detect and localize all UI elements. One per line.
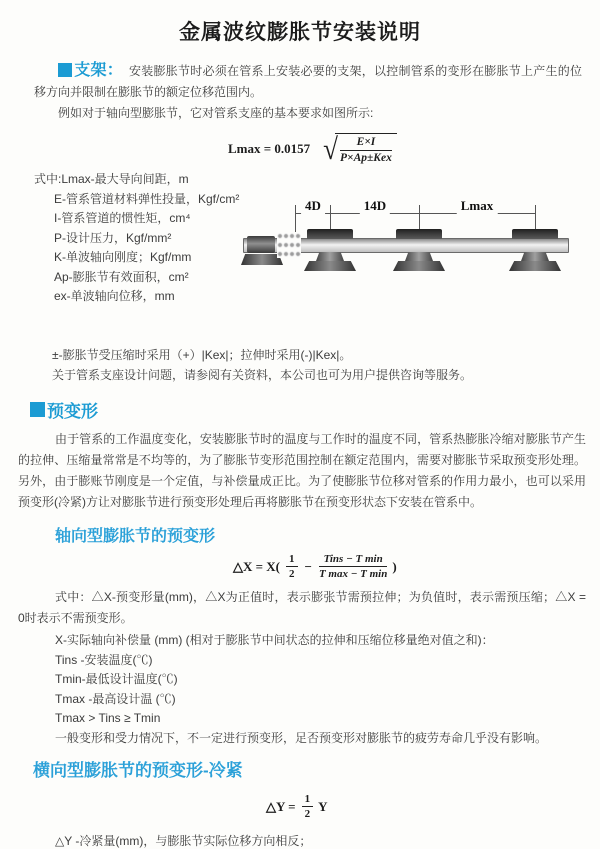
- axial-half-fraction: [286, 553, 298, 580]
- page-title: 金属波纹膨胀节安装说明: [179, 21, 421, 44]
- definition-line: Ap-膨胀节有效面积，cm²: [54, 269, 189, 284]
- axial-formula: [233, 553, 600, 580]
- cold-tight-formula: [266, 793, 600, 820]
- predeform-heading-label: 预变形: [47, 402, 98, 421]
- section-marker-icon: [58, 63, 72, 77]
- cold-tight-note: △Y -冷紧量(mm)，与膨胀节实际位移方向相反；: [55, 834, 312, 848]
- definition-line: E-管系管道材料弹性投量，Kgf/cm²: [54, 191, 240, 206]
- temperature-fraction: [319, 553, 387, 580]
- axial-definition-line: 一般变形和受力情况下，不一定进行预变形，足否预变形对膨胀节的疲劳寿命几乎没有影响。: [55, 730, 548, 745]
- support-example-line: 例如对于轴向型膨胀节，它对管系支座的基本要求如图所示:: [58, 106, 374, 120]
- section-marker-icon: [30, 402, 45, 417]
- sqrt-radical-icon: √: [323, 132, 338, 166]
- cold-formula-lhs: △Y =: [266, 798, 296, 814]
- definition-line: K-单波轴向刚度；Kgf/mm: [54, 250, 192, 264]
- axial-definition-list: [0, 631, 600, 748]
- pipe-support: [507, 200, 563, 272]
- definitions-and-diagram: [0, 170, 600, 346]
- half-denominator: 2: [289, 568, 295, 580]
- axial-definition-line: Tmax -最高设计温 (℃): [55, 691, 176, 706]
- pipe-support: [302, 200, 358, 272]
- anchor-block: [247, 236, 275, 253]
- axial-formula-lhs: △X = X(: [233, 558, 281, 574]
- support-clamp: [512, 229, 558, 239]
- support-diagram: [243, 200, 597, 292]
- minus-operator: −: [304, 558, 312, 574]
- predeform-body-paragraph: 由于管系的工作温度变化，安装膨胀节时的温度与工作时的温度不同，管系热膨胀冷缩对膨胀节产生的拉伸、压缩量常常是不均等的，为了膨胀节变形范围控制在额定范围内，需要对膨胀节采取预变形处理。另外，由于膨账节刚度是一个定值，与补偿量成正比。为了使膨胀节位移对管系的作用力最小，也可以采用预变形(冷紧)方让对膨胀节进行预变形处理后再将膨胀节在预变形状态下安装在管系中。: [18, 432, 586, 509]
- support-clamp: [307, 229, 353, 239]
- predeform-section-heading: [30, 397, 600, 422]
- support-clamp: [396, 229, 442, 239]
- pm-note-line: ±-膨胀节受压缩时采用（+）|Kex|；拉伸时采用(-)|Kex|。: [52, 348, 352, 362]
- cold-formula-rhs: Y: [318, 798, 328, 814]
- cold-numerator: 1: [302, 793, 314, 807]
- axial-definition-line: Tmax > Tins ≥ Tmin: [55, 711, 161, 725]
- definition-line: 式中:Lmax-最大导向间距，m: [34, 172, 189, 186]
- definition-line: P-设计压力，Kgf/mm²: [54, 230, 172, 245]
- axial-definition-line: Tmin-最低设计温度(℃): [55, 672, 178, 686]
- sqrt-numerator: E×I: [340, 136, 392, 151]
- support-pedestal: [316, 252, 344, 261]
- support-base: [509, 261, 561, 271]
- support-intro-paragraph: [34, 60, 582, 103]
- temperature-numerator: Tins − T min: [319, 553, 387, 567]
- cold-half-fraction: [302, 793, 314, 820]
- lmax-formula-lhs: Lmax = 0.0157: [228, 141, 311, 156]
- axial-definition-line: Tins -安装温度(℃): [55, 652, 153, 667]
- definition-line: I-管系管道的惯性矩，cm⁴: [54, 211, 191, 225]
- support-base: [304, 261, 356, 271]
- lmax-formula: [228, 133, 600, 165]
- half-numerator: 1: [286, 553, 298, 567]
- bellows-coil: [277, 232, 301, 258]
- support-base: [393, 261, 445, 271]
- transverse-subheading: 横向型膨胀节的预变形-冷紧: [33, 761, 243, 780]
- service-note-line: 关于管系支座设计问题，请参阅有关资料，本公司也可为用户提供咨询等服务。: [52, 367, 473, 382]
- definition-line: ex-单波轴向位移，mm: [54, 289, 175, 303]
- sqrt-denominator: P×Ap±Kex: [340, 152, 392, 164]
- temperature-denominator: T max − T min: [318, 568, 388, 580]
- dimension-label-lmax: Lmax: [457, 198, 498, 214]
- axial-formula-rhs: ): [392, 558, 397, 574]
- dimension-label-14d: 14D: [360, 198, 390, 214]
- support-section-heading: 支架：: [74, 62, 123, 79]
- support-intro-text: 安装膨胀节时必须在管系上安装必要的支架，以控制管系的变形在膨胀节上产生的位移方向并限制在膨胀节的额定位移范围内。: [34, 64, 582, 99]
- dimension-label-4d: 4D: [301, 198, 325, 214]
- axial-subheading: 轴向型膨胀节的预变形: [55, 528, 216, 545]
- cold-denominator: 2: [304, 808, 311, 820]
- pipe-support: [391, 200, 447, 272]
- axial-explain-paragraph: 式中：△X-预变形量(mm)，△X为正值时，表示膨张节需预拉伸；为负值时，表示需预压缩；△X = 0时表示不需预变形。: [18, 590, 586, 625]
- sqrt-fraction: [335, 133, 397, 165]
- support-pedestal: [521, 252, 549, 261]
- axial-definition-line: X-实际轴向补偿量 (mm) (相对于膨胀节中间状态的拉伸和压缩位移量绝对值之和)：: [55, 633, 494, 647]
- support-pedestal: [405, 252, 433, 261]
